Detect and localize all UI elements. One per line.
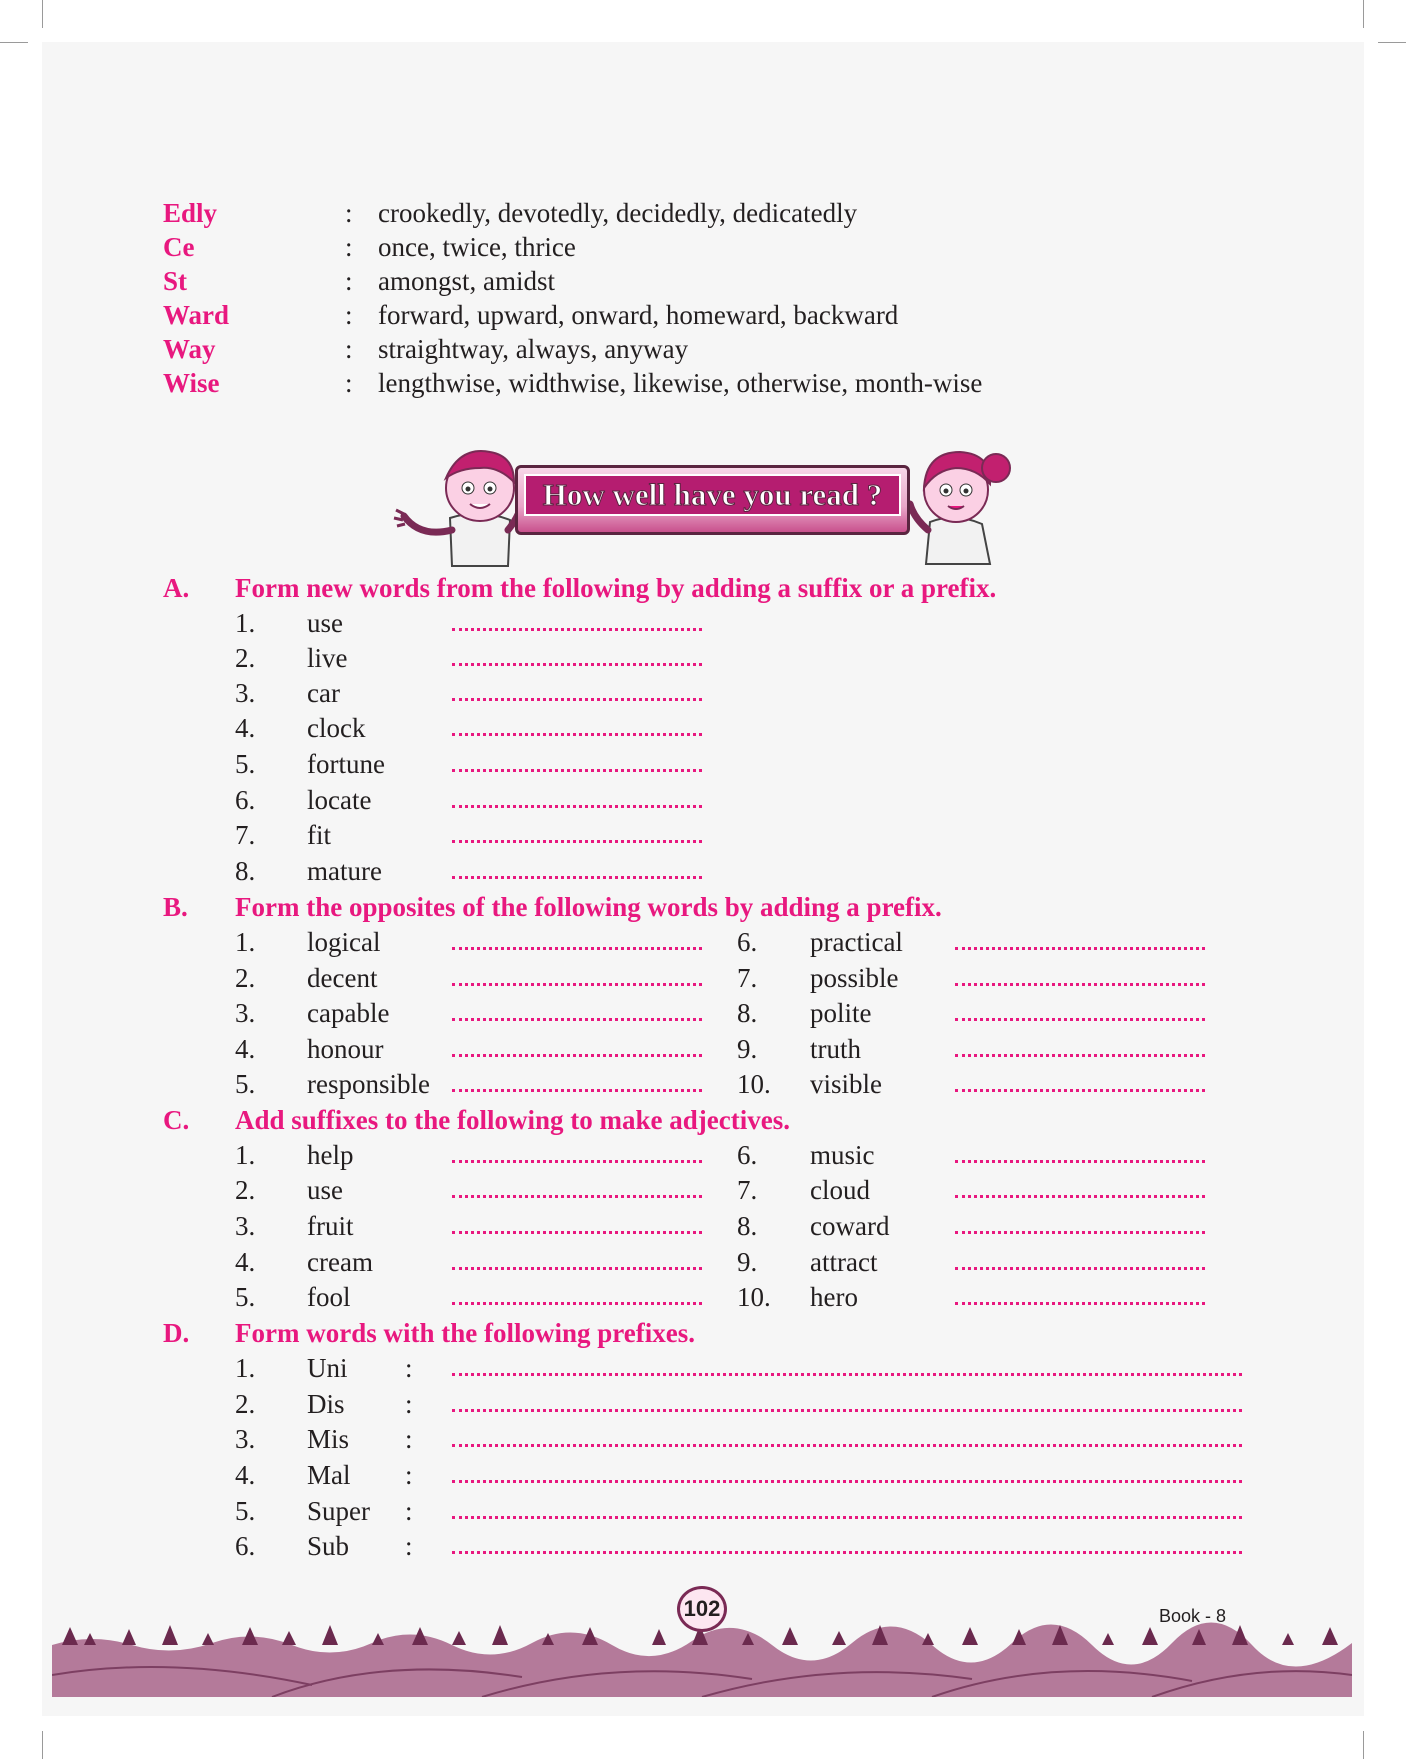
item-word: fool <box>307 1282 351 1312</box>
crop-mark <box>1363 0 1364 28</box>
book-label: Book - 8 <box>1159 1606 1227 1626</box>
section-c-heading <box>0 1103 1300 1137</box>
answer-blank[interactable] <box>452 698 702 701</box>
item-word: visible <box>810 1069 882 1099</box>
suffix-name: St <box>163 266 188 296</box>
item-word: mature <box>307 856 382 886</box>
item-word: Mis <box>307 1424 350 1454</box>
item-word: help <box>307 1140 354 1170</box>
list-item <box>0 606 1300 640</box>
colon: : <box>405 1460 413 1490</box>
item-word: cloud <box>810 1175 870 1205</box>
item-number: 6. <box>737 1140 758 1170</box>
section-instruction: Form the opposites of the following words by adding a prefix. <box>235 892 942 922</box>
answer-blank[interactable] <box>955 1160 1205 1163</box>
list-item <box>0 1351 1300 1385</box>
item-word: hero <box>810 1282 858 1312</box>
colon: : <box>345 300 353 330</box>
answer-blank[interactable] <box>955 1195 1205 1198</box>
item-number: 8. <box>737 1211 758 1241</box>
item-word: clock <box>307 713 366 743</box>
list-item <box>0 676 1300 710</box>
girl-illustration-icon <box>900 438 1020 568</box>
item-word: cream <box>307 1247 373 1277</box>
item-number: 4. <box>235 1460 256 1490</box>
answer-blank[interactable] <box>955 1054 1205 1057</box>
section-letter: C. <box>163 1105 190 1135</box>
list-item <box>0 925 1300 959</box>
item-number: 3. <box>235 1424 256 1454</box>
answer-blank[interactable] <box>452 1373 1242 1376</box>
suffix-examples: forward, upward, onward, homeward, backward <box>378 300 899 330</box>
crop-mark <box>0 42 28 43</box>
answer-blank[interactable] <box>452 876 702 879</box>
colon: : <box>345 334 353 364</box>
item-word: Mal <box>307 1460 351 1490</box>
suffix-examples: once, twice, thrice <box>378 232 576 262</box>
answer-blank[interactable] <box>452 805 702 808</box>
list-item <box>0 1245 1300 1279</box>
section-letter: B. <box>163 892 188 922</box>
item-number: 6. <box>737 927 758 957</box>
colon: : <box>405 1496 413 1526</box>
answer-blank[interactable] <box>452 1444 1242 1447</box>
section-letter: D. <box>163 1318 190 1348</box>
answer-blank[interactable] <box>452 1480 1242 1483</box>
item-word: polite <box>810 998 872 1028</box>
answer-blank[interactable] <box>452 1089 702 1092</box>
answer-blank[interactable] <box>452 983 702 986</box>
section-instruction: Form new words from the following by adding a suffix or a prefix. <box>235 573 997 603</box>
item-word: coward <box>810 1211 890 1241</box>
item-number: 5. <box>235 1069 256 1099</box>
answer-blank[interactable] <box>955 1231 1205 1234</box>
suffix-row <box>163 298 1163 332</box>
item-number: 1. <box>235 1140 256 1170</box>
item-number: 4. <box>235 713 256 743</box>
item-number: 6. <box>235 785 256 815</box>
answer-blank[interactable] <box>452 947 702 950</box>
list-item <box>0 783 1300 817</box>
suffix-name: Edly <box>163 198 218 228</box>
suffix-name: Way <box>163 334 216 364</box>
suffix-name: Ce <box>163 232 195 262</box>
item-number: 5. <box>235 749 256 779</box>
item-word: logical <box>307 927 381 957</box>
item-word: Dis <box>307 1389 345 1419</box>
item-word: use <box>307 1175 343 1205</box>
item-number: 3. <box>235 1211 256 1241</box>
suffix-examples: straightway, always, anyway <box>378 334 689 364</box>
answer-blank[interactable] <box>452 1231 702 1234</box>
item-word: decent <box>307 963 378 993</box>
item-number: 3. <box>235 998 256 1028</box>
item-number: 1. <box>235 1353 256 1383</box>
item-number: 5. <box>235 1282 256 1312</box>
crop-mark <box>42 1731 43 1759</box>
item-number: 4. <box>235 1247 256 1277</box>
item-word: attract <box>810 1247 878 1277</box>
list-item <box>0 996 1300 1030</box>
crop-mark <box>1378 42 1406 43</box>
section-instruction: Add suffixes to the following to make adjectives. <box>235 1105 790 1135</box>
item-word: responsible <box>307 1069 430 1099</box>
list-item <box>0 1494 1300 1528</box>
item-number: 10. <box>737 1069 771 1099</box>
colon: : <box>405 1424 413 1454</box>
suffix-examples: crookedly, devotedly, decidedly, dedicatedly <box>378 198 858 228</box>
list-item <box>0 1173 1300 1207</box>
list-item <box>0 818 1300 852</box>
answer-blank[interactable] <box>452 1409 1242 1412</box>
item-word: honour <box>307 1034 384 1064</box>
banner-panel <box>524 474 901 516</box>
item-word: possible <box>810 963 899 993</box>
list-item <box>0 1209 1300 1243</box>
item-word: truth <box>810 1034 861 1064</box>
suffix-row <box>163 196 1163 230</box>
item-number: 7. <box>737 1175 758 1205</box>
crop-mark <box>1363 1731 1364 1759</box>
page-number: 102 <box>677 1586 727 1632</box>
item-number: 7. <box>235 820 256 850</box>
answer-blank[interactable] <box>955 983 1205 986</box>
answer-blank[interactable] <box>955 1302 1205 1305</box>
list-item <box>0 1067 1300 1101</box>
list-item <box>0 711 1300 745</box>
list-item <box>0 641 1300 675</box>
item-number: 3. <box>235 678 256 708</box>
item-number: 2. <box>235 963 256 993</box>
item-number: 5. <box>235 1496 256 1526</box>
item-word: Uni <box>307 1353 348 1383</box>
banner-board <box>515 465 910 535</box>
list-item <box>0 747 1300 781</box>
suffix-row <box>163 264 1163 298</box>
colon: : <box>345 198 353 228</box>
item-word: live <box>307 643 348 673</box>
item-number: 8. <box>235 856 256 886</box>
suffix-name: Ward <box>163 300 230 330</box>
item-word: fortune <box>307 749 385 779</box>
answer-blank[interactable] <box>452 1302 702 1305</box>
answer-blank[interactable] <box>452 1018 702 1021</box>
list-item <box>0 1138 1300 1172</box>
suffix-row <box>163 230 1163 264</box>
how-well-banner <box>390 438 1020 568</box>
item-word: Super <box>307 1496 370 1526</box>
section-b-heading <box>0 890 1300 924</box>
answer-blank[interactable] <box>452 1054 702 1057</box>
colon: : <box>405 1531 413 1561</box>
item-number: 2. <box>235 1175 256 1205</box>
section-letter: A. <box>163 573 190 603</box>
colon: : <box>405 1389 413 1419</box>
answer-blank[interactable] <box>452 733 702 736</box>
answer-blank[interactable] <box>452 628 702 631</box>
suffix-examples: lengthwise, widthwise, likewise, otherwise, month-wise <box>378 368 983 398</box>
suffix-name: Wise <box>163 368 220 398</box>
item-word: music <box>810 1140 875 1170</box>
colon: : <box>345 232 353 262</box>
answer-blank[interactable] <box>452 840 702 843</box>
item-number: 7. <box>737 963 758 993</box>
section-a-heading <box>0 571 1300 605</box>
answer-blank[interactable] <box>452 1516 1242 1519</box>
answer-blank[interactable] <box>452 1195 702 1198</box>
list-item <box>0 1032 1300 1066</box>
item-number: 2. <box>235 643 256 673</box>
answer-blank[interactable] <box>452 663 702 666</box>
list-item <box>0 1387 1300 1421</box>
suffix-row <box>163 332 1163 366</box>
colon: : <box>345 368 353 398</box>
item-number: 2. <box>235 1389 256 1419</box>
item-number: 9. <box>737 1034 758 1064</box>
item-word: fruit <box>307 1211 354 1241</box>
list-item <box>0 1458 1300 1492</box>
item-word: fit <box>307 820 331 850</box>
item-number: 4. <box>235 1034 256 1064</box>
answer-blank[interactable] <box>955 947 1205 950</box>
section-instruction: Form words with the following prefixes. <box>235 1318 695 1348</box>
colon: : <box>405 1353 413 1383</box>
answer-blank[interactable] <box>955 1267 1205 1270</box>
item-word: Sub <box>307 1531 350 1561</box>
item-number: 9. <box>737 1247 758 1277</box>
item-number: 6. <box>235 1531 256 1561</box>
section-d-heading <box>0 1316 1300 1350</box>
item-number: 1. <box>235 927 256 957</box>
suffix-examples: amongst, amidst <box>378 266 555 296</box>
colon: : <box>345 266 353 296</box>
list-item <box>0 1529 1300 1563</box>
list-item <box>0 1280 1300 1314</box>
list-item <box>0 854 1300 888</box>
answer-blank[interactable] <box>955 1018 1205 1021</box>
list-item <box>0 961 1300 995</box>
item-number: 1. <box>235 608 256 638</box>
item-word: car <box>307 678 340 708</box>
list-item <box>0 1422 1300 1456</box>
item-number: 10. <box>737 1282 771 1312</box>
answer-blank[interactable] <box>955 1089 1205 1092</box>
item-word: practical <box>810 927 903 957</box>
answer-blank[interactable] <box>452 1267 702 1270</box>
answer-blank[interactable] <box>452 1551 1242 1554</box>
crop-mark <box>42 0 43 28</box>
item-number: 8. <box>737 998 758 1028</box>
item-word: capable <box>307 998 390 1028</box>
suffix-row <box>163 366 1163 400</box>
item-word: use <box>307 608 343 638</box>
suffix-list <box>163 196 1163 400</box>
answer-blank[interactable] <box>452 1160 702 1163</box>
item-word: locate <box>307 785 372 815</box>
banner-title: How well have you read ? <box>542 477 883 512</box>
answer-blank[interactable] <box>452 769 702 772</box>
